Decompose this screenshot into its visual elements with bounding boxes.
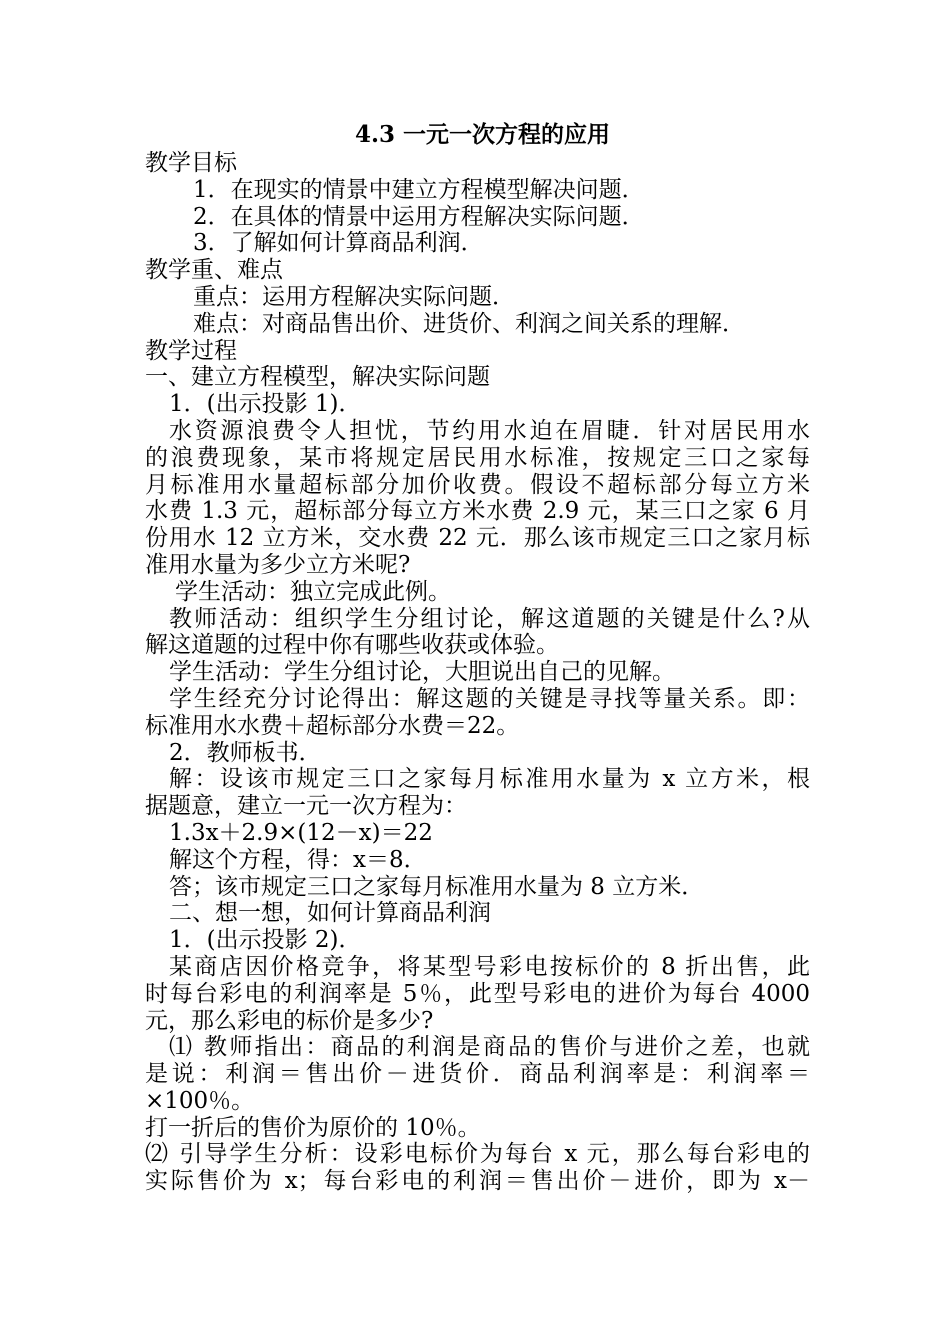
equation: 1.3x＋2.9×(12－x)＝22 — [169, 819, 433, 846]
paragraph: 难点：对商品售出价、进货价、利润之间关系的理解． — [193, 310, 745, 337]
section-heading: 教学过程 — [145, 337, 237, 364]
paragraph: 答；该市规定三口之家每月标准用水量为 8 立方米． — [169, 873, 705, 900]
paragraph: 标准用水水费＋超标部分水费＝22。 — [145, 712, 520, 739]
paragraph: ⑵ 引导学生分析：设彩电标价为每台 x 元，那么每台彩电的 — [145, 1141, 810, 1168]
paragraph: 水资源浪费令人担忧，节约用水迫在眉睫．针对居民用水 — [169, 417, 810, 444]
paragraph: 是说：利润＝售出价－进货价．商品利润率是：利润率＝ — [145, 1061, 810, 1088]
paragraph: 3．了解如何计算商品利润． — [193, 230, 484, 257]
paragraph: 打一折后的售价为原价的 10％。 — [145, 1114, 481, 1141]
paragraph: 水费 1.3 元，超标部分每立方米水费 2.9 元，某三口之家 6 月 — [145, 498, 810, 525]
paragraph: 教师活动：组织学生分组讨论，解这道题的关键是什么?从 — [169, 605, 810, 632]
subsection-heading: 一、建立方程模型，解决实际问题 — [145, 364, 490, 391]
paragraph: 准用水量为多少立方米呢? — [145, 551, 411, 578]
section-heading: 教学目标 — [145, 150, 237, 176]
paragraph: 的浪费现象，某市将规定居民用水标准，按规定三口之家每 — [145, 444, 810, 471]
paragraph: 学生经充分讨论得出：解这题的关键是寻找等量关系。即： — [169, 685, 810, 712]
paragraph: ×100％。 — [145, 1087, 255, 1114]
paragraph: 份用水 12 立方米，交水费 22 元．那么该市规定三口之家月标 — [145, 525, 810, 552]
paragraph: 学生活动：独立完成此例。 — [175, 578, 451, 605]
paragraph: 某商店因价格竞争，将某型号彩电按标价的 8 折出售，此 — [169, 953, 810, 980]
section-heading: 教学重、难点 — [145, 257, 283, 284]
paragraph: ⑴ 教师指出：商品的利润是商品的售价与进价之差，也就 — [169, 1034, 810, 1061]
paragraph: 解这个方程，得：x＝8． — [169, 846, 427, 873]
paragraph: 时每台彩电的利润率是 5％，此型号彩电的进价为每台 4000 — [145, 980, 810, 1007]
paragraph: 解这道题的过程中你有哪些收获或体验。 — [145, 632, 559, 659]
paragraph: 重点：运用方程解决实际问题． — [193, 283, 515, 310]
document-title: 4.3 一元一次方程的应用 — [354, 121, 611, 148]
paragraph: 2．在具体的情景中运用方程解决实际问题． — [193, 203, 645, 230]
paragraph: 实际售价为 x；每台彩电的利润＝售出价－进价，即为 x－ — [145, 1168, 810, 1195]
paragraph: 1．在现实的情景中建立方程模型解决问题． — [193, 176, 645, 203]
subsection-heading: 二、想一想，如何计算商品利润 — [169, 900, 491, 927]
paragraph: 据题意，建立一元一次方程为： — [145, 793, 467, 820]
document-page — [145, 120, 810, 1195]
paragraph: 解：设该市规定三口之家每月标准用水量为 x 立方米，根 — [169, 766, 810, 793]
paragraph: 学生活动：学生分组讨论，大胆说出自己的见解。 — [169, 659, 675, 686]
paragraph: 1．(出示投影 1)． — [169, 391, 362, 418]
paragraph: 元，那么彩电的标价是多少? — [145, 1007, 434, 1034]
paragraph: 2．教师板书． — [169, 739, 322, 766]
paragraph: 月标准用水量超标部分加价收费。假设不超标部分每立方米 — [145, 471, 810, 498]
paragraph: 1．(出示投影 2)． — [169, 927, 362, 954]
